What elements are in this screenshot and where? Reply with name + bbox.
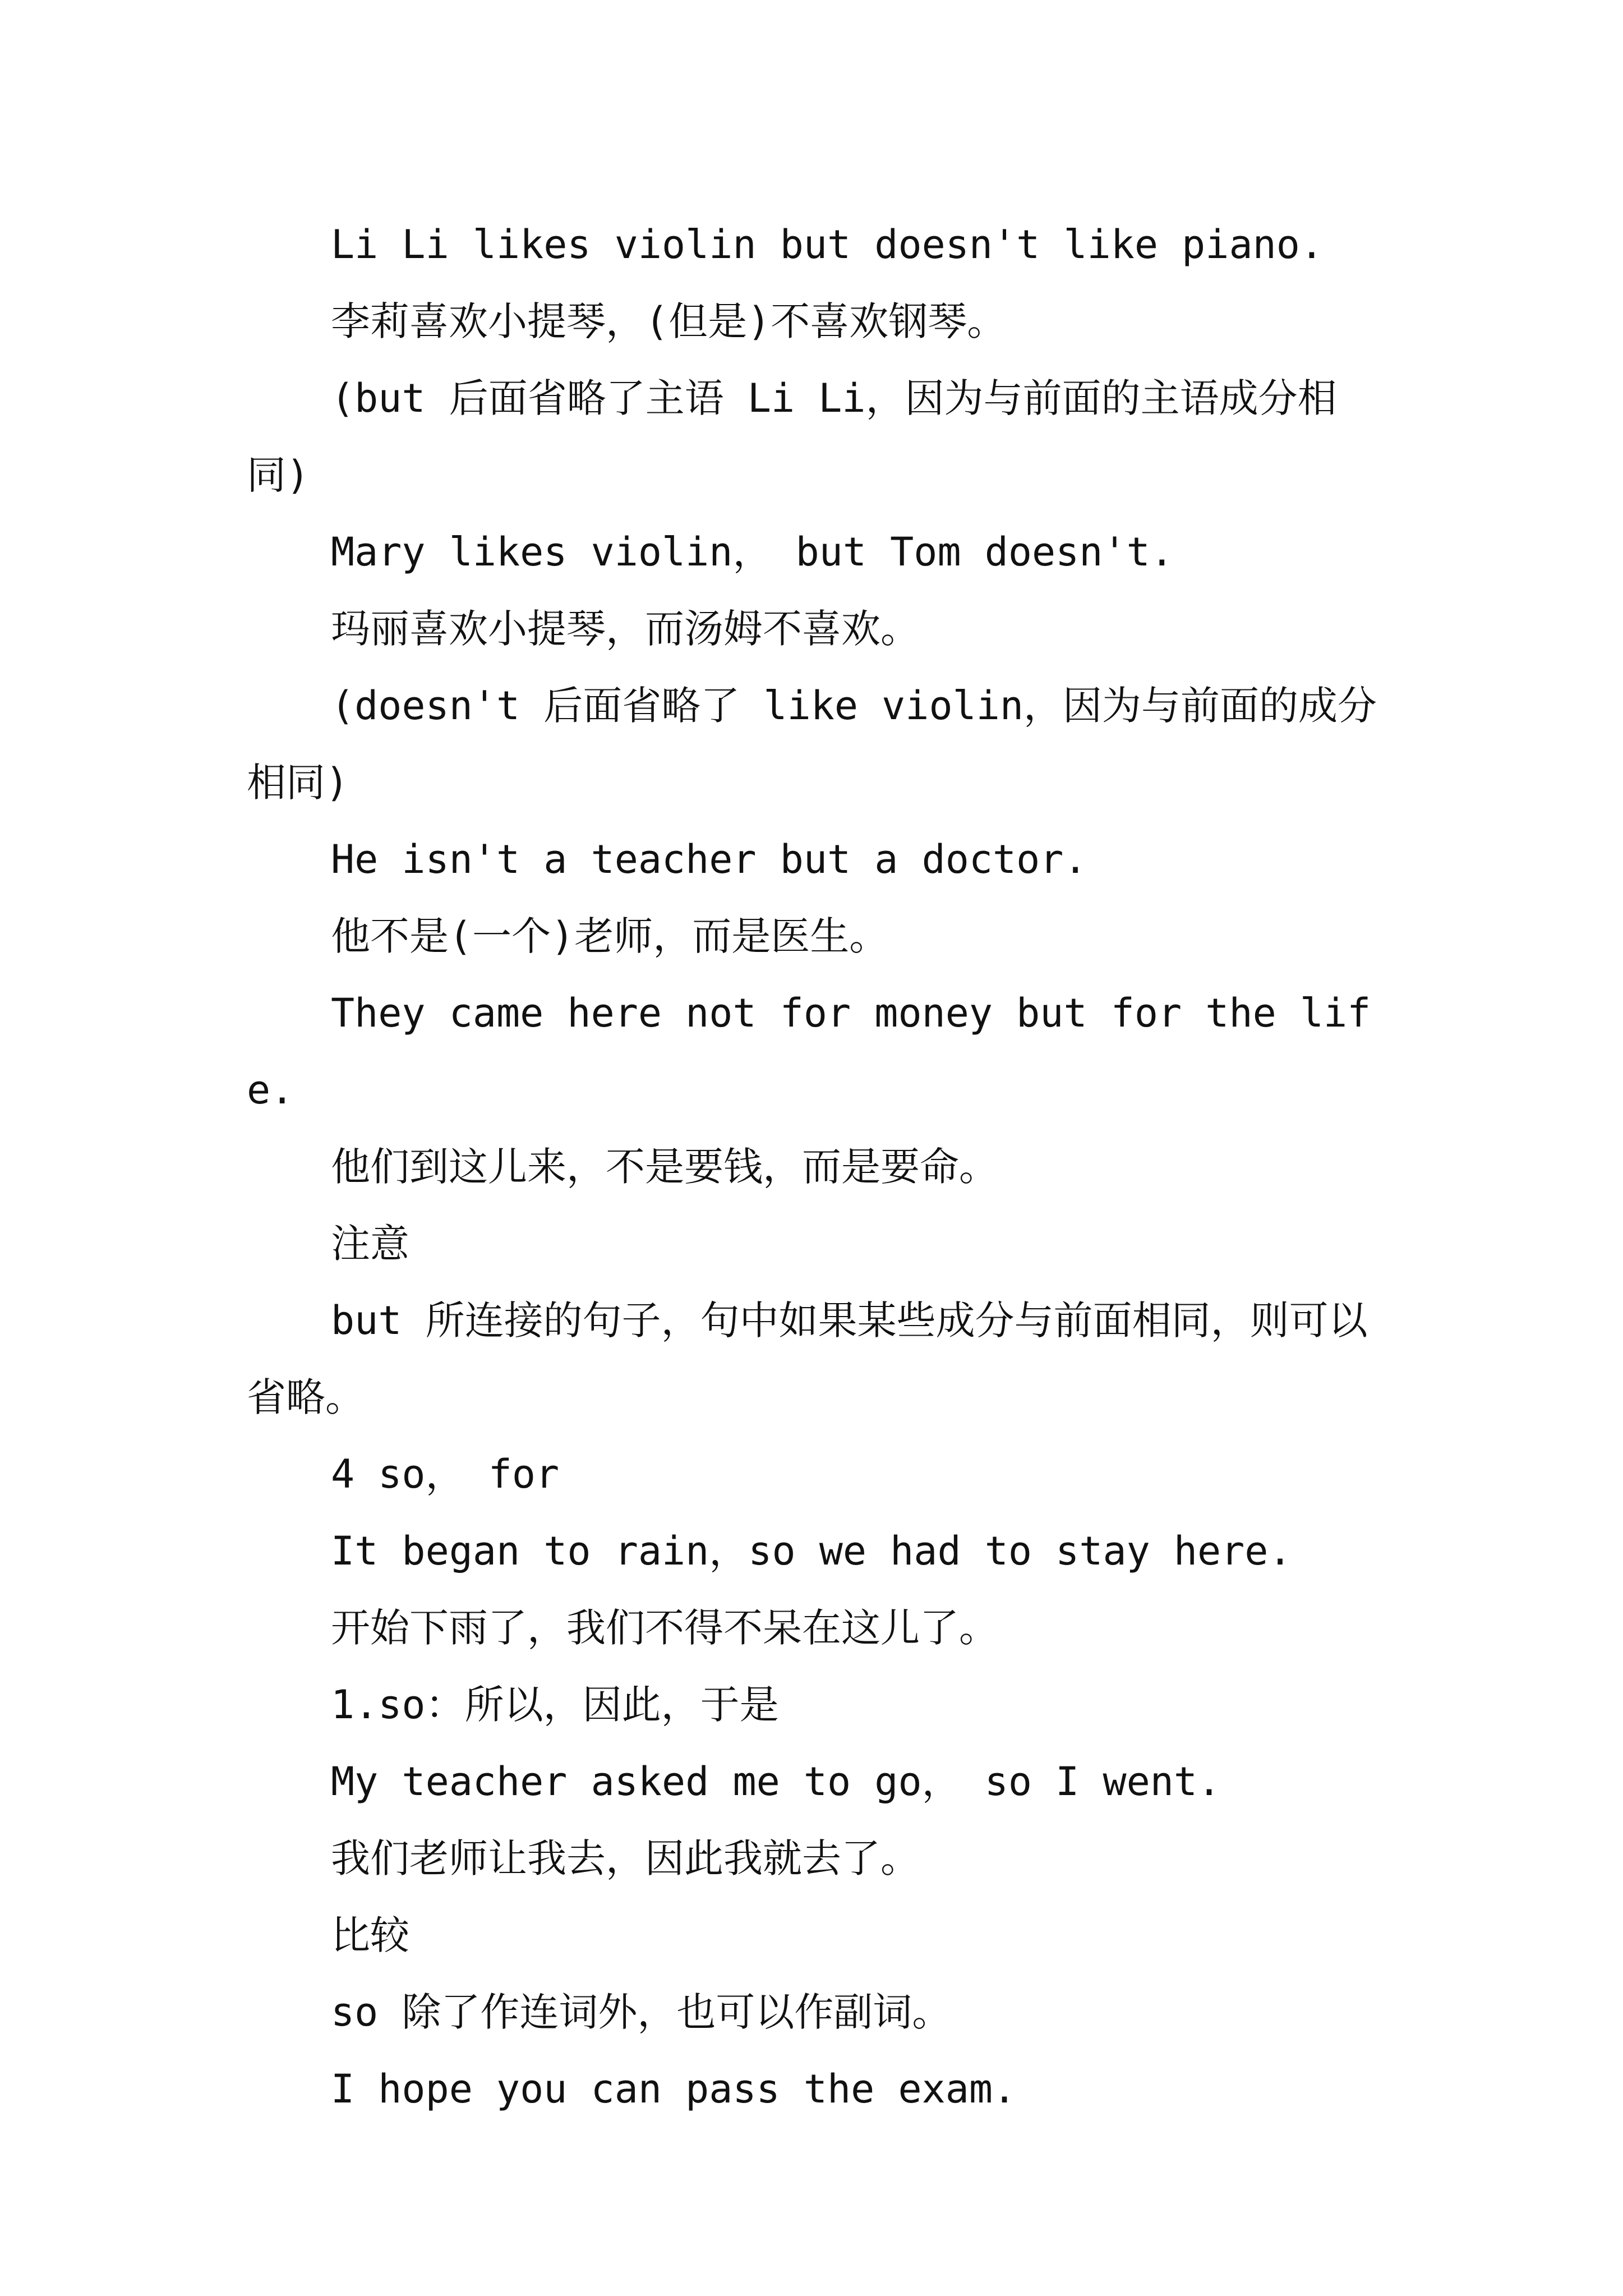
paragraph: 4 so， for <box>331 1451 560 1497</box>
paragraph: but 所连接的句子，句中如果某些成分与前面相同，则可以省略。 <box>247 1297 1368 1420</box>
paragraph: 比较 <box>331 1912 409 1958</box>
paragraph: 注意 <box>331 1221 409 1267</box>
paragraph: so 除了作连词外，也可以作副词。 <box>331 1989 952 2035</box>
paragraph: I hope you can pass the exam. <box>331 2066 1017 2112</box>
paragraph: 玛丽喜欢小提琴，而汤姆不喜欢。 <box>331 606 920 652</box>
paragraph: Li Li likes violin but doesn't like piano. <box>331 222 1324 268</box>
paragraph: 开始下雨了，我们不得不呆在这儿了。 <box>331 1605 998 1651</box>
paragraph: It began to rain，so we had to stay here. <box>331 1528 1292 1574</box>
paragraph: 他们到这儿来，不是要钱，而是要命。 <box>331 1144 998 1190</box>
paragraph: 我们老师让我去，因此我就去了。 <box>331 1835 920 1881</box>
paragraph: 他不是(一个)老师，而是医生。 <box>331 913 889 959</box>
paragraph: Mary likes violin， but Tom doesn't. <box>331 529 1174 575</box>
paragraph: (but 后面省略了主语 Li Li，因为与前面的主语成分相同) <box>247 375 1337 498</box>
paragraph: They came here not for money but for the life. <box>247 990 1371 1113</box>
paragraph: 1.so：所以，因此，于是 <box>331 1682 779 1728</box>
paragraph: He isn't a teacher but a doctor. <box>331 836 1087 882</box>
paragraph: (doesn't 后面省略了 like violin，因为与前面的成分相同) <box>247 683 1377 806</box>
paragraph: 李莉喜欢小提琴，(但是)不喜欢钢琴。 <box>331 298 1007 344</box>
paragraph: My teacher asked me to go， so I went. <box>331 1759 1221 1805</box>
document-body <box>247 206 1385 2128</box>
